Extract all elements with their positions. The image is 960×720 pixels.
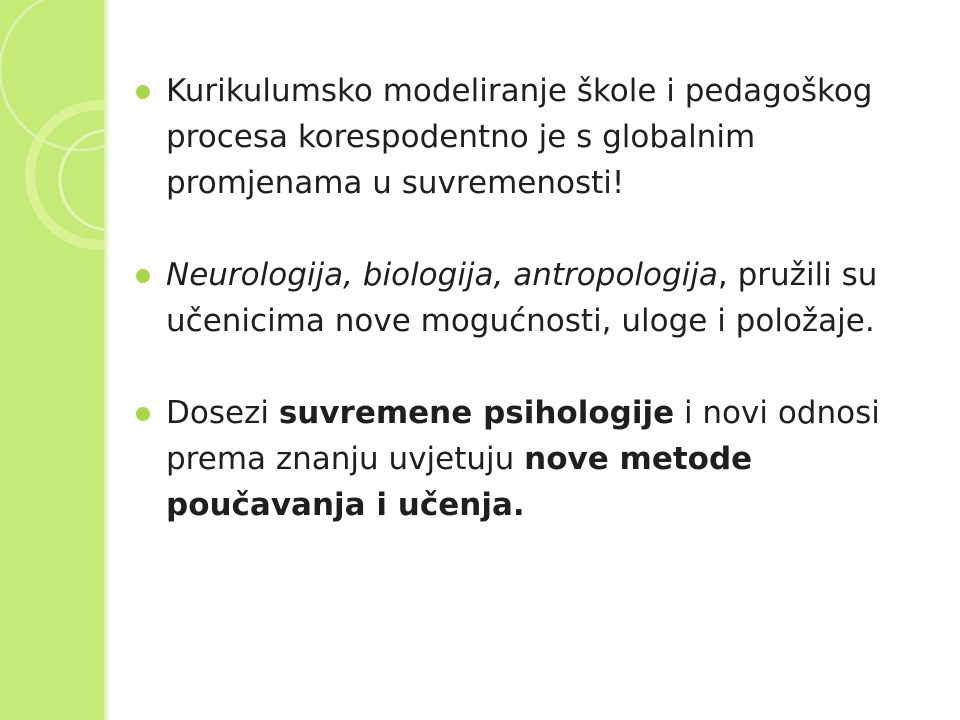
slide-content — [136, 68, 926, 528]
sidebar-edge — [104, 0, 109, 720]
bullet-item — [136, 68, 926, 206]
bullet-item — [136, 390, 926, 528]
decorative-circles — [0, 0, 104, 720]
bullet-bold-text: nove metode poučavanja i učenja. — [166, 441, 753, 523]
bullet-bold-text: suvremene psihologije — [278, 395, 675, 431]
bullet-dot-icon — [136, 269, 150, 283]
decorative-sidebar — [0, 0, 104, 720]
bullet-dot-icon — [136, 85, 150, 99]
bullet-text: , pružili su učenicima nove mogućnosti, uloge i položaje. — [166, 257, 878, 339]
bullet-text: i novi odnosi prema znanju uvjetuju — [166, 395, 880, 477]
bullet-text: Kurikulumsko modeliranje škole i pedagoškog procesa korespodentno je s globalnim promjenama u suvremenosti! — [166, 73, 873, 201]
bullet-item — [136, 252, 926, 344]
bullet-dot-icon — [136, 407, 150, 421]
bullet-italic-text: Neurologija, biologija, antropologija — [166, 257, 718, 293]
bullet-text: Dosezi — [166, 395, 279, 431]
